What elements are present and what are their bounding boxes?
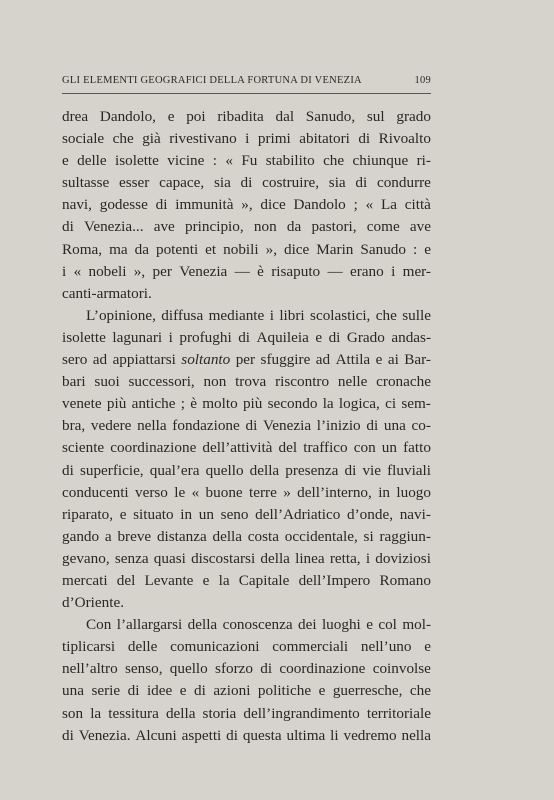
text-line	[62, 570, 431, 592]
text-word: «	[365, 196, 374, 214]
text-word: :	[212, 152, 217, 170]
text-word: capace,	[159, 174, 205, 192]
text-word: Bar-	[404, 351, 431, 369]
text-word: più	[106, 395, 127, 413]
text-word: Con	[86, 616, 112, 634]
text-word: occidentale,	[284, 527, 358, 545]
text-word: Romano	[379, 571, 431, 589]
text-word: è	[190, 395, 197, 413]
text-word: dice	[260, 196, 286, 214]
text-word: nobili	[223, 240, 259, 258]
text-word: molto	[202, 395, 238, 413]
text-word: traffico	[303, 439, 348, 457]
text-word: ci	[385, 395, 397, 413]
text-word: non	[253, 218, 277, 236]
text-word: un	[198, 505, 214, 523]
text-word: »,	[133, 262, 146, 280]
text-word: Sanudo	[360, 240, 406, 258]
text-word: comunicazioni	[170, 638, 260, 656]
text-word: La	[380, 196, 397, 214]
running-header	[62, 75, 431, 86]
text-word: costruire,	[262, 174, 320, 192]
text-word: mediante	[208, 306, 265, 324]
text-word: doviziosi	[375, 549, 431, 567]
text-word: cronache	[376, 373, 431, 391]
text-word: commerciali	[272, 638, 349, 656]
text-word: costa	[247, 527, 280, 545]
text-word: son	[62, 704, 84, 722]
text-word: a	[104, 527, 112, 545]
text-line	[62, 437, 431, 459]
running-title: GLI ELEMENTI GEOGRAFICI DELLA FORTUNA DI VENEZIA	[62, 75, 362, 86]
text-word: profughi	[179, 328, 232, 346]
text-word: e	[366, 616, 373, 634]
text-word: vedere	[90, 417, 132, 435]
text-word: sem-	[401, 395, 431, 413]
text-line	[62, 305, 431, 327]
text-word: del	[116, 571, 136, 589]
text-word: di	[245, 417, 258, 435]
text-word: e	[202, 571, 210, 589]
text-word: sulle	[402, 306, 431, 324]
text-word: di	[62, 726, 74, 744]
text-line	[62, 482, 431, 504]
text-word: sero	[62, 351, 88, 369]
text-line	[62, 194, 431, 216]
text-word: condurre	[376, 174, 431, 192]
text-word: qual’era	[149, 461, 200, 479]
text-word: Aquileia	[256, 328, 309, 346]
text-word: i	[62, 262, 67, 280]
text-word: della	[260, 549, 290, 567]
text-word: coordinazione	[279, 660, 366, 678]
text-word: e	[318, 682, 326, 700]
text-word: aspetti	[181, 726, 222, 744]
text-line	[62, 216, 431, 238]
text-word: ri-	[416, 152, 431, 170]
text-word: riscontro	[275, 373, 330, 391]
text-word: sultasse	[62, 174, 110, 192]
text-word: di	[344, 461, 357, 479]
text-word: si	[363, 527, 374, 545]
text-word: conoscenza	[222, 616, 293, 634]
text-word: retta,	[329, 549, 361, 567]
text-word: quasi	[153, 549, 186, 567]
text-word: gevano,	[62, 549, 110, 567]
text-word: sforzo	[215, 660, 253, 678]
text-word: L’opinione,	[86, 306, 156, 324]
text-word: Marin	[316, 240, 354, 258]
text-word: dell’Adriatico	[255, 505, 341, 523]
text-word: vicine	[167, 152, 205, 170]
text-word: di	[366, 417, 379, 435]
text-word: rivestivano	[169, 130, 237, 148]
text-word: e	[375, 351, 383, 369]
text-word: dell’ingrandimento	[243, 704, 360, 722]
text-word: la	[90, 704, 102, 722]
text-word: della	[249, 461, 280, 479]
text-word: quello	[205, 461, 244, 479]
text-word: ave	[153, 218, 175, 236]
text-word: Dandolo	[293, 196, 346, 214]
text-word: lagunari	[112, 328, 163, 346]
text-word: come	[366, 218, 400, 236]
text-word: sul	[366, 108, 385, 125]
text-line	[62, 548, 431, 570]
text-word: Venezia	[179, 262, 228, 280]
text-word: sfuggire	[260, 351, 311, 369]
text-word: che	[375, 306, 397, 324]
text-word: già	[142, 130, 161, 148]
text-word: azioni	[213, 682, 251, 700]
text-word: »,	[241, 196, 253, 214]
text-word: luoghi	[321, 616, 361, 634]
text-word: grado	[396, 108, 431, 125]
text-line	[62, 504, 431, 526]
text-word: Fu	[241, 152, 258, 170]
text-word: drea	[62, 108, 89, 125]
text-word: e	[62, 152, 69, 170]
text-word: più	[242, 395, 263, 413]
text-word: coordinazione	[110, 439, 197, 457]
text-word: »	[283, 483, 291, 501]
text-line	[62, 526, 431, 548]
text-word: soltanto	[181, 351, 231, 369]
text-word: non	[203, 373, 227, 391]
text-word: storia	[202, 704, 237, 722]
text-word: ai	[387, 351, 399, 369]
text-word: Roma,	[62, 240, 103, 258]
text-word: l’inizio	[316, 417, 361, 435]
text-word: una	[62, 682, 84, 700]
text-word: tessitura	[108, 704, 159, 722]
text-word: Venezia...	[84, 218, 144, 236]
text-word: di	[155, 196, 168, 214]
text-word: sciente	[62, 439, 105, 457]
text-line	[62, 680, 431, 702]
text-word: col	[378, 616, 397, 634]
text-word: linea	[295, 549, 325, 567]
text-word: »,	[265, 240, 277, 258]
text-word: e	[424, 638, 431, 656]
text-word: della	[212, 527, 243, 545]
text-word: delle	[77, 152, 107, 170]
text-word: terre	[249, 483, 277, 501]
text-word: nelle	[337, 373, 368, 391]
text-word: l’allargarsi	[116, 616, 183, 634]
text-word: breve	[117, 527, 152, 545]
text-word: del	[278, 439, 298, 457]
text-word: dell’interno,	[297, 483, 372, 501]
text-word: di	[62, 461, 74, 479]
text-word: potenti	[155, 240, 199, 258]
text-word: ribadita	[217, 108, 264, 125]
text-word: buone	[205, 483, 243, 501]
text-word: fluviali	[387, 461, 431, 479]
text-word: serie	[91, 682, 121, 700]
text-word: di	[240, 174, 253, 192]
text-word: i	[391, 262, 396, 280]
text-word: territoriale	[366, 704, 431, 722]
text-word: che	[112, 130, 134, 148]
text-word: per	[152, 262, 172, 280]
text-word: principio,	[185, 218, 244, 236]
text-word: le	[174, 483, 186, 501]
text-line	[62, 703, 431, 725]
text-line	[62, 283, 431, 305]
text-word: suoi	[94, 373, 120, 391]
text-word: idee	[146, 682, 173, 700]
text-word: i	[365, 549, 371, 567]
text-word: di	[193, 682, 206, 700]
text-word: secondo	[267, 395, 318, 413]
text-line	[62, 150, 431, 172]
text-word: conducenti	[62, 483, 129, 501]
text-word: bari	[62, 373, 86, 391]
text-word: sociale	[62, 130, 105, 148]
text-word: della	[187, 616, 218, 634]
text-word: che	[323, 152, 345, 170]
text-word: ultima	[286, 726, 326, 744]
text-word: nell’uno	[360, 638, 412, 656]
text-word: e	[179, 682, 187, 700]
text-word: dal	[275, 108, 295, 125]
text-word: fondazione	[172, 417, 240, 435]
text-word: fatto	[403, 439, 431, 457]
text-word: scolastici,	[310, 306, 371, 324]
text-word: dice	[283, 240, 310, 258]
text-word: Sanudo,	[305, 108, 356, 125]
text-word: mercati	[62, 571, 108, 589]
text-word: di	[238, 328, 251, 346]
text-word: seno	[220, 505, 249, 523]
text-word: bra,	[62, 417, 86, 435]
text-word: guerresche,	[332, 682, 403, 700]
text-word: discostarsi	[191, 549, 256, 567]
text-word: risaputo	[271, 262, 321, 280]
text-word: di	[226, 726, 238, 744]
text-line	[62, 460, 431, 482]
text-word: presenza	[285, 461, 339, 479]
text-word: di	[260, 660, 273, 678]
text-word: vedremo	[343, 726, 397, 744]
text-word: navi-	[399, 505, 431, 523]
text-word: raggiun-	[379, 527, 431, 545]
text-word: mol-	[402, 616, 431, 634]
text-word: con	[353, 439, 376, 457]
text-word: et	[205, 240, 217, 258]
text-word: di	[328, 328, 341, 346]
text-word: trova	[235, 373, 267, 391]
text-word: ;	[180, 395, 185, 413]
text-word: immunità	[175, 196, 234, 214]
text-line	[62, 371, 431, 393]
text-word: Capitale	[238, 571, 290, 589]
text-line	[62, 128, 431, 150]
text-word: isolette	[115, 152, 159, 170]
text-word: nella	[137, 417, 167, 435]
text-word: i	[269, 306, 274, 324]
text-word: di	[62, 218, 74, 236]
text-word: erano	[350, 262, 384, 280]
text-line	[62, 106, 431, 128]
text-word: politiche	[257, 682, 312, 700]
text-word: antiche	[131, 395, 176, 413]
text-word: «	[73, 262, 82, 280]
text-word: libri	[279, 306, 305, 324]
text-word: di	[358, 130, 371, 148]
text-word: della	[165, 704, 196, 722]
text-word: andas-	[391, 328, 431, 346]
text-word: canti-armatori.	[62, 284, 152, 302]
text-word: ad	[315, 351, 331, 369]
text-word: d’Oriente.	[62, 594, 124, 612]
text-word: i	[245, 130, 250, 148]
text-word: città	[404, 196, 431, 214]
text-word: verso	[135, 483, 168, 501]
text-word: successori,	[128, 373, 195, 391]
text-word: la	[322, 395, 334, 413]
text-word: un	[381, 439, 397, 457]
text-word: coinvolse	[372, 660, 431, 678]
text-word: poi	[186, 108, 206, 125]
text-word: di	[355, 174, 368, 192]
text-line	[62, 393, 431, 415]
text-word: ave	[409, 218, 431, 236]
text-word: delle	[127, 638, 158, 656]
text-word: da	[134, 240, 149, 258]
text-line	[62, 658, 431, 680]
text-word: sia	[213, 174, 231, 192]
text-word: dell’Impero	[298, 571, 371, 589]
text-line	[62, 592, 431, 614]
text-word: i	[168, 328, 173, 346]
text-word: «	[225, 152, 233, 170]
text-word: Venezia.	[78, 726, 131, 744]
text-word: —	[327, 262, 343, 280]
page-number: 109	[414, 75, 431, 86]
text-word: dei	[297, 616, 317, 634]
text-word: è	[257, 262, 264, 280]
text-word: Alcuni	[135, 726, 177, 744]
text-word: logica,	[338, 395, 380, 413]
text-word: una	[383, 417, 406, 435]
text-word: sia	[328, 174, 346, 192]
text-word: isolette	[62, 328, 106, 346]
text-word: la	[218, 571, 230, 589]
text-word: questa	[242, 726, 282, 744]
text-word: mer-	[402, 262, 431, 280]
text-word: nella	[401, 726, 431, 744]
text-line	[62, 415, 431, 437]
text-word: e	[119, 505, 127, 523]
text-word: in	[378, 483, 391, 501]
text-word: ma	[109, 240, 128, 258]
text-word: abitatori	[299, 130, 350, 148]
text-word: luogo	[396, 483, 431, 501]
text-word: ;	[353, 196, 358, 214]
text-word: ad	[92, 351, 108, 369]
text-word: pastori,	[311, 218, 357, 236]
text-line	[62, 172, 431, 194]
text-word: Dandolo,	[99, 108, 156, 125]
text-word: dell’attività	[202, 439, 273, 457]
text-word: nell’altro	[62, 660, 118, 678]
text-line	[62, 636, 431, 658]
text-line	[62, 614, 431, 636]
text-word: tiplicarsi	[62, 638, 116, 656]
text-word: :	[412, 240, 418, 258]
text-word: di	[127, 682, 140, 700]
text-word: navi,	[62, 196, 92, 214]
text-word: nobeli	[88, 262, 127, 280]
text-word: venete	[62, 395, 102, 413]
text-word: li	[330, 726, 339, 744]
text-word: godesse	[99, 196, 148, 214]
text-word: riparato,	[62, 505, 114, 523]
text-word: Levante	[144, 571, 194, 589]
text-line	[62, 239, 431, 261]
text-word: senza	[114, 549, 149, 567]
body-text	[62, 106, 431, 747]
text-line	[62, 725, 431, 747]
text-word: d’onde,	[347, 505, 394, 523]
text-word: e	[424, 240, 431, 258]
text-word: Grado	[346, 328, 385, 346]
text-word: «	[191, 483, 200, 501]
text-word: che	[409, 682, 431, 700]
text-word: vie	[362, 461, 382, 479]
text-word: senso,	[124, 660, 163, 678]
text-word: Attila	[335, 351, 371, 369]
text-word: Rivoalto	[378, 130, 431, 148]
text-word: situato	[133, 505, 174, 523]
text-word: da	[286, 218, 302, 236]
text-line	[62, 327, 431, 349]
text-word: gando	[62, 527, 100, 545]
text-word: distanza	[156, 527, 207, 545]
text-word: diffusa	[161, 306, 204, 324]
text-word: in	[180, 505, 193, 523]
text-word: e	[167, 108, 175, 125]
text-word: chiunque	[352, 152, 409, 170]
text-word: appiattarsi	[112, 351, 176, 369]
text-word: superficie,	[79, 461, 144, 479]
header-rule	[62, 93, 431, 94]
text-line	[62, 349, 431, 371]
text-word: Venezia	[263, 417, 312, 435]
text-word: primi	[257, 130, 291, 148]
text-word: esser	[118, 174, 150, 192]
text-word: per	[235, 351, 256, 369]
text-word: —	[234, 262, 250, 280]
text-word: stabilito	[265, 152, 315, 170]
text-line	[62, 261, 431, 283]
text-word: co-	[411, 417, 431, 435]
text-word: e	[315, 328, 323, 346]
text-word: quello	[169, 660, 208, 678]
